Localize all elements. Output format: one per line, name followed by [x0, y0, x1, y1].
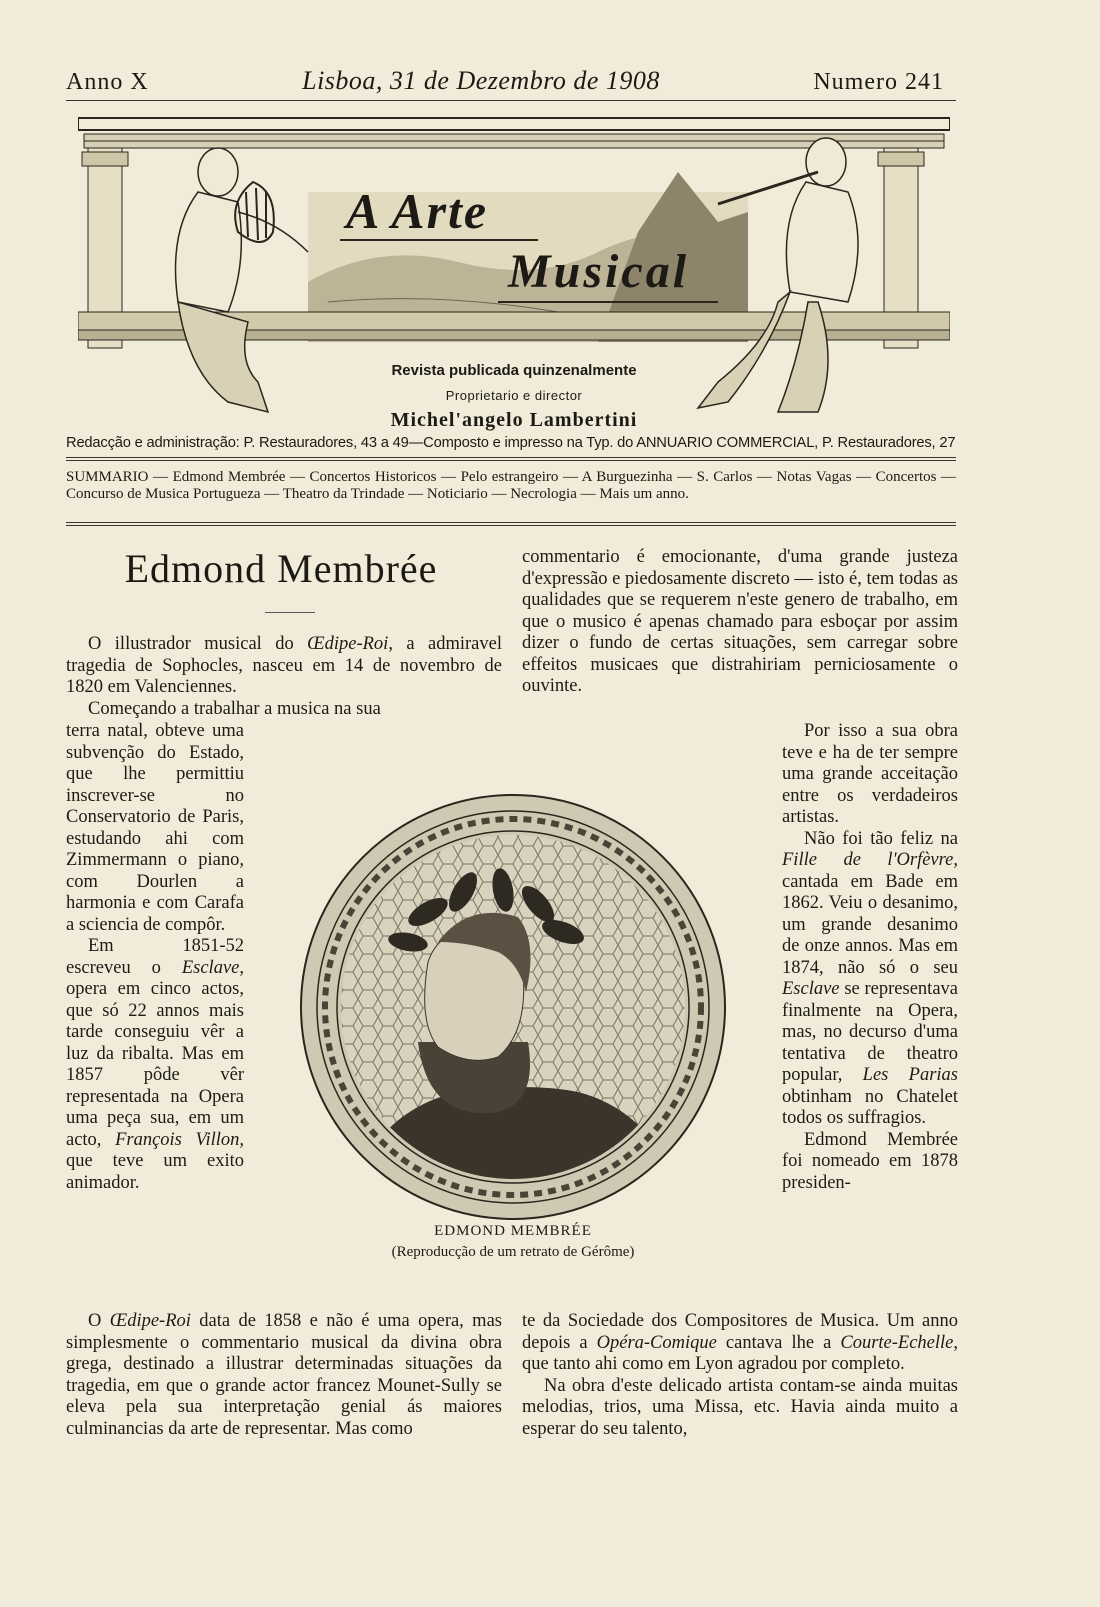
proprietor-label: Proprietario e director — [445, 388, 583, 403]
summary-rule — [66, 522, 956, 523]
imprint-line: Redacção e administração: P. Restauradores, 43 a 49—Composto e impresso na Typ. do ANNUARIO COMMERCIAL, P. Restauradores, 27 — [66, 434, 956, 451]
paragraph: O Œdipe-Roi data de 1858 e não é uma opera, mas simplesmente o commentario musical da divina obra grega, destinado a illustrar determinadas situações da tragedia, em que o grande actor francez Mounet-Sully se eleva pela sua interpretação genial ás maiores culminancias da arte de representar. Mas como — [66, 1311, 502, 1439]
paragraph: te da Sociedade dos Compositores de Musica. Um anno depois a Opéra-Comique cantava lhe a Courte-Echelle, que tanto ahi como em Lyon agradou por completo. — [522, 1311, 959, 1374]
left-column-bottom — [66, 1311, 502, 1440]
title-dash — [265, 612, 315, 613]
right-column-narrow — [782, 721, 958, 1194]
issue-date: Lisboa, 31 de Dezembro de 1908 — [302, 66, 660, 95]
figure-caption: EDMOND MEMBRÉE — [434, 1223, 592, 1239]
figure-credit: (Reproducção de um retrato de Gérôme) — [391, 1244, 635, 1260]
paragraph: Por isso a sua obra teve e ha de ter sempre uma grande acceitação entre os verdadeiros artistas. — [782, 721, 958, 827]
summary-rule-2 — [66, 525, 956, 526]
summary: SUMMARIO — Edmond Membrée — Concertos Historicos — Pelo estrangeiro — A Burguezinha — S. Carlos — Notas Vagas — Concertos — Concurso de Musica Portugueza — Theatro da Trindade — Noticiario — Necrologia — Mais um anno. — [66, 469, 956, 502]
right-column-top — [522, 547, 958, 698]
masthead-title-line2: Musical — [508, 245, 690, 298]
anno-label: Anno X — [66, 69, 149, 95]
masthead-title-line1: A Arte — [346, 183, 489, 239]
article-title: Edmond Membrée — [124, 546, 438, 591]
proprietor-name: Michel'angelo Lambertini — [390, 409, 638, 431]
paragraph: Na obra d'este delicado artista contam-se ainda muitas melodias, trios, uma Missa, etc. Havia ainda muito a esperar do seu talento, — [522, 1375, 958, 1439]
portrait-plate — [298, 792, 728, 1222]
paragraph: commentario é emocionante, d'uma grande justeza d'expressão e piedosamente discreto — isto é, tem todas as qualidades que se requerem n'este genero de trabalho, em que o musico é apenas chamado para esboçar por assim dizer o fundo de certas situações, sem carregar sobre effeitos musicaes que distrahiriam perniciosamente o ouvinte. — [522, 547, 958, 696]
issue-number: Numero 241 — [813, 69, 944, 95]
paragraph: Começando a trabalhar a musica na sua — [88, 698, 381, 719]
left-column-top — [66, 634, 502, 720]
issue-line — [66, 66, 944, 100]
imprint-rule — [66, 457, 956, 458]
masthead-subtitle: Revista publicada quinzenalmente — [391, 362, 637, 379]
paragraph: terra natal, obteve uma subvenção do Estado, que lhe permittiu inscrever-se no Conservatorio de Paris, estudando ahi com Zimmermann o piano, com Dourlen a harmonia e com Carafa a sciencia de compôr. — [66, 721, 244, 935]
masthead-illustration — [78, 112, 950, 430]
paragraph: O illustrador musical do Œdipe-Roi, a admiravel tragedia de Sophocles, nasceu em 14 de novembro de 1820 em Valenciennes. — [66, 634, 502, 697]
right-column-bottom — [522, 1311, 958, 1440]
left-column-narrow — [66, 721, 244, 1194]
paragraph: Em 1851-52 escreveu o Esclave, opera em cinco actos, que só 22 annos mais tarde conseguiu vêr a luz da ribalta. Mas em 1857 pôde vêr representada na Opera uma peça sua, em um acto, François Villon, que teve um exito animador. — [66, 936, 244, 1193]
top-rule — [66, 100, 956, 101]
paragraph: Edmond Membrée foi nomeado em 1878 presiden- — [782, 1129, 958, 1193]
imprint-rule-2 — [66, 460, 956, 461]
paragraph: Não foi tão feliz na Fille de l'Orfèvre, cantada em Bade em 1862. Veiu o desanimo, um grande desanimo de onze annos. Mas em 1874, não só o seu Esclave se representava finalmente na Opera, mas, no decurso d'uma tentativa de theatro popular, Les Parias obtinham no Chatelet todos os suffragios. — [782, 828, 958, 1128]
